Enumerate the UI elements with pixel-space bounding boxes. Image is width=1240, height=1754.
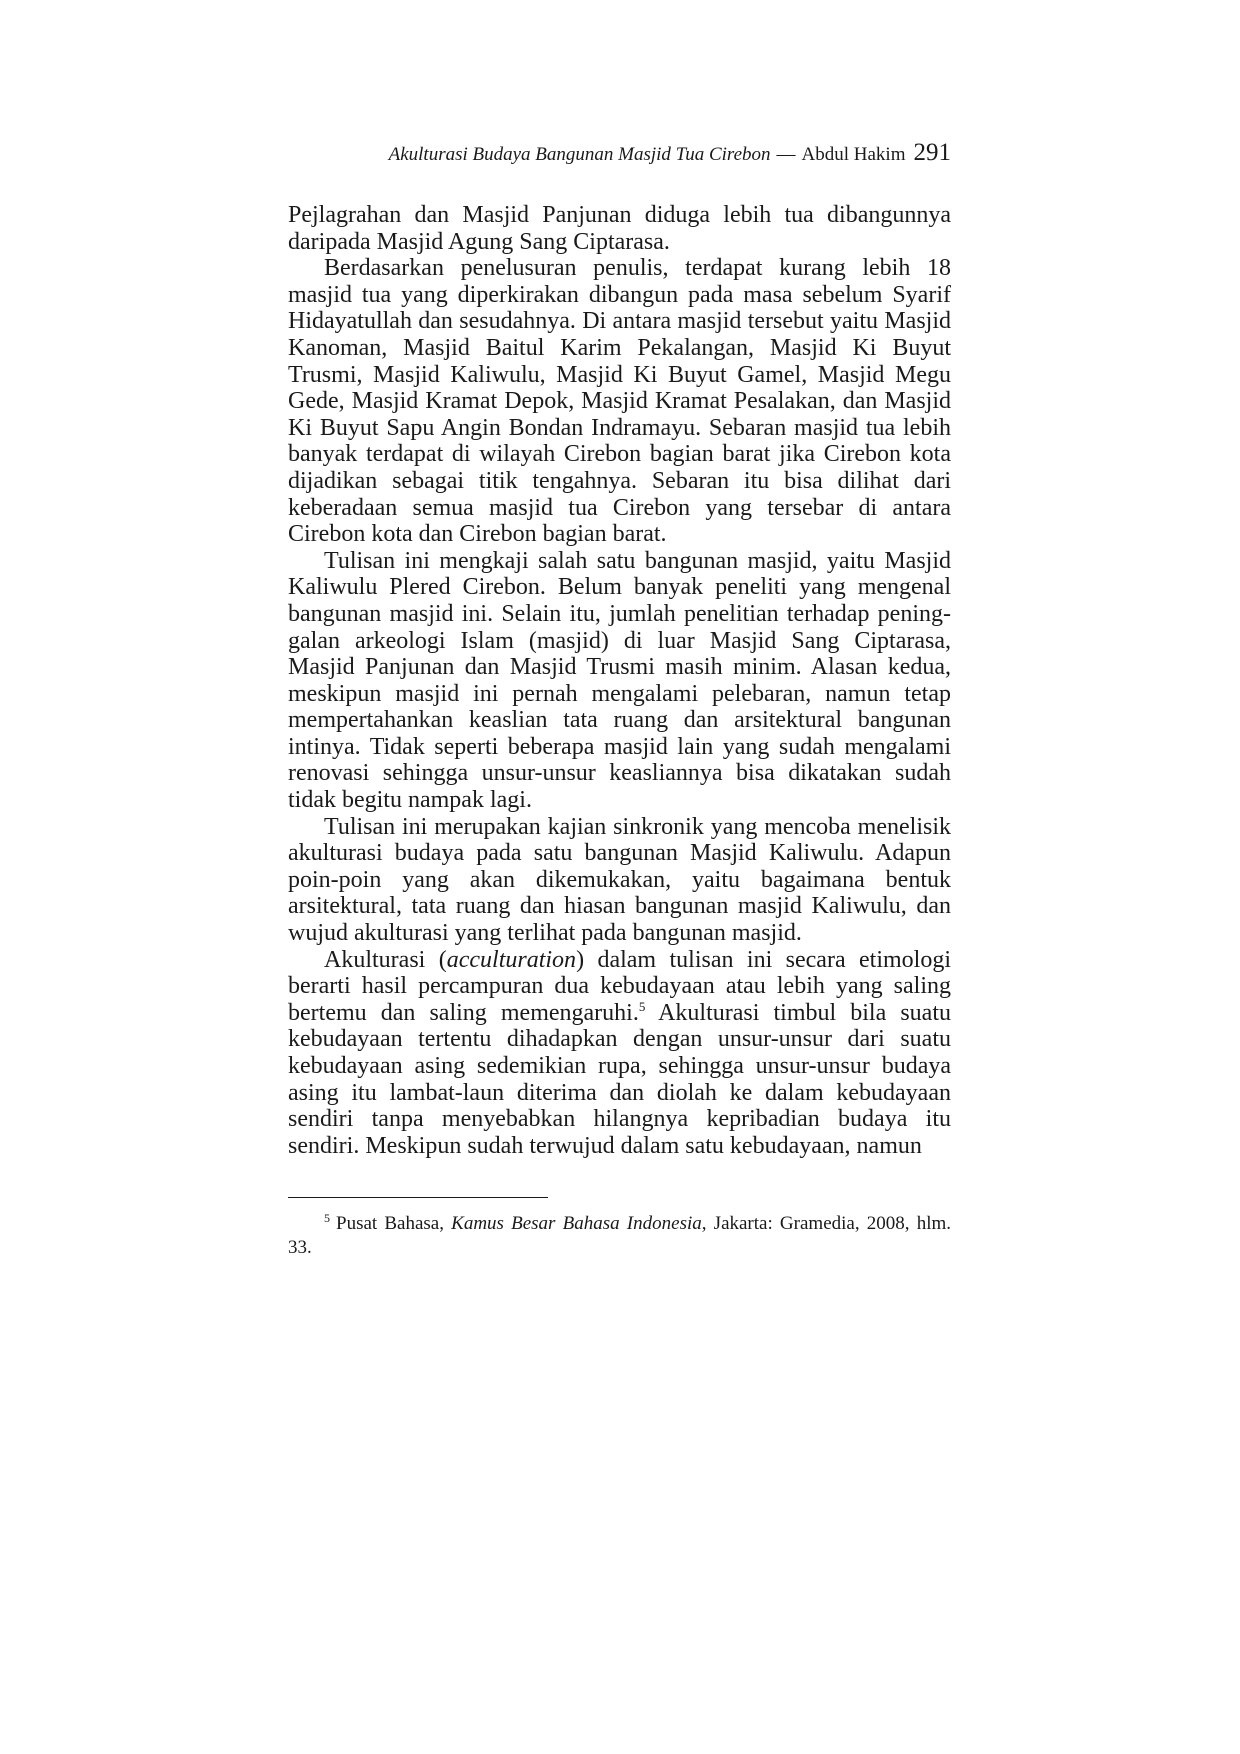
running-header bbox=[288, 140, 951, 168]
footnote-reference[interactable]: 5 bbox=[638, 998, 646, 1014]
paragraph-4: Tulisan ini merupakan kajian sinkronik yang mencoba menelisik akulturasi budaya pada satu bangunan Masjid Kaliwulu. Adapun poin-poin yang akan dikemukakan, yaitu bagaimana bentuk arsitektural, tata ruang dan hiasan bangunan masjid Kaliwulu, dan wujud akulturasi yang terlihat pada bangunan masjid. bbox=[288, 813, 951, 947]
footnote-divider bbox=[288, 1197, 548, 1198]
paragraph-5-part-a: Akulturasi ( bbox=[324, 946, 447, 973]
page-number: 291 bbox=[913, 139, 951, 166]
paragraph-5 bbox=[288, 947, 951, 1160]
footnote bbox=[288, 1212, 951, 1260]
running-header-author: Abdul Hakim bbox=[801, 144, 906, 165]
italic-term: acculturation bbox=[446, 946, 577, 973]
body-text bbox=[288, 202, 951, 1159]
footnote-book-title: Kamus Besar Bahasa Indonesia bbox=[451, 1213, 702, 1234]
running-header-title: Akulturasi Budaya Bangunan Masjid Tua Cirebon bbox=[388, 144, 771, 165]
paragraph-5-part-b: ) dalam tulisan ini secara etimologi berarti hasil percampuran dua kebudayaan atau lebih yang saling bertemu dan saling memengaruhi. bbox=[288, 946, 952, 1026]
paragraph-5-part-c: Akulturasi timbul bila suatu kebudayaan tertentu dihadapkan dengan unsur-unsur dari suatu kebudayaan asing sedemikian rupa, sehingga unsur-unsur budaya asing itu lambat-laun diterima dan diolah ke dalam kebudayaan sendiri tanpa menyebabkan hilangnya kepribadian budaya itu sendiri. Meskipun sudah terwujud dalam satu kebudayaan, namun bbox=[288, 999, 951, 1159]
footnote-text-a: Pusat Bahasa, bbox=[336, 1213, 452, 1234]
paragraph-3: Tulisan ini mengkaji salah satu bangunan masjid, yaitu Masjid Kaliwulu Plered Cirebon. Belum banyak peneliti yang mengenal bangunan masjid ini. Selain itu, jumlah penelitian terhadap peninggalan arkeologi Islam (masjid) di luar Masjid Sang Ciptarasa, Masjid Panjunan dan Masjid Trusmi masih minim. Alasan kedua, meskipun masjid ini pernah mengalami pelebaran, namun tetap mempertahankan keaslian tata ruang dan arsitektural bangunan intinya. Tidak seperti beberapa masjid lain yang sudah mengalami renovasi sehingga unsur-unsur keasliannya bisa dikatakan sudah tidak begitu nampak lagi. bbox=[288, 547, 951, 814]
footnote-number: 5 bbox=[324, 1210, 330, 1225]
running-header-dash: — bbox=[776, 144, 796, 165]
paragraph-1: Pejlagrahan dan Masjid Panjunan diduga lebih tua dibangunnya daripada Masjid Agung Sang Ciptarasa. bbox=[288, 202, 951, 255]
paragraph-2: Berdasarkan penelusuran penulis, terdapat kurang lebih 18 masjid tua yang diperkirakan dibangun pada masa sebelum Syarif Hidayatullah dan sesudahnya. Di antara masjid tersebut yaitu Masjid Kanoman, Masjid Baitul Karim Pekalangan, Masjid Ki Buyut Trusmi, Masjid Kaliwulu, Masjid Ki Buyut Gamel, Masjid Megu Gede, Masjid Kramat Depok, Masjid Kramat Pesalakan, dan Masjid Ki Buyut Sapu Angin Bondan Indramayu. Sebaran masjid tua lebih banyak terdapat di wilayah Cirebon bagian barat jika Cirebon kota dijadikan sebagai titik tengahnya. Sebaran itu bisa dilihat dari keberadaan semua masjid tua Cirebon yang tersebar di antara Cirebon kota dan Cirebon bagian barat. bbox=[288, 255, 951, 548]
footnote-text-b: , Jakarta: Gramedia, 2008, hlm. 33. bbox=[288, 1213, 951, 1258]
